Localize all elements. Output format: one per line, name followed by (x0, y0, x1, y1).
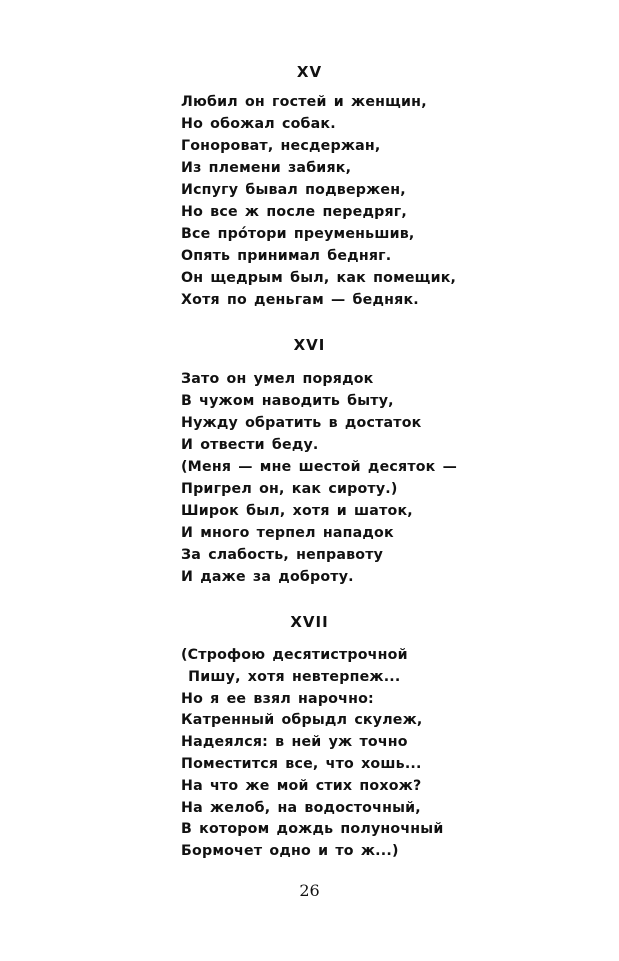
verse-line: Бормочет одно и то ж...) (181, 843, 399, 860)
verse-line: На что же мой стих похож? (181, 777, 422, 794)
verse-line: И много терпел нападок (181, 525, 394, 541)
verse-line: И отвести беду. (181, 437, 319, 453)
verse-line: И даже за доброту. (181, 569, 354, 585)
verse-line: В котором дождь полуночный (181, 821, 444, 838)
verse-line: Катренный обрыдл скулеж, (181, 712, 423, 729)
stanza-number-xvii: XVII (290, 613, 329, 631)
verse-line: Надеялся: в ней уж точно (181, 734, 408, 751)
verse-line: Зато он умел порядок (181, 371, 374, 387)
verse-line: Но обожал собак. (181, 116, 336, 132)
verse-line: Опять принимал бедняг. (181, 248, 392, 264)
page-number: 26 (299, 881, 320, 900)
verse-line: В чужом наводить быту, (181, 393, 394, 409)
verse-line: Но я ее взял нарочно: (181, 690, 374, 707)
verse-line: Широк был, хотя и шаток, (181, 503, 413, 519)
verse-line: Он щедрым был, как помещик, (181, 270, 457, 286)
verse-line: Поместится все, что хошь... (181, 755, 422, 772)
verse-line: Гонороват, несдержан, (181, 138, 381, 154)
verse-line: Нужду обратить в достаток (181, 415, 422, 431)
verse-line: Хотя по деньгам — бедняк. (181, 292, 419, 308)
verse-line: Все прóтори преуменьшив, (181, 226, 415, 242)
verse-line: Пишу, хотя невтерпеж... (181, 668, 401, 685)
verse-line: Любил он гостей и женщин, (181, 94, 427, 110)
stanza-number-xvi: XVI (293, 336, 326, 354)
verse-line: Из племени забияк, (181, 160, 352, 176)
verse-line: (Строфою десятистрочной (181, 647, 408, 663)
verse-line: Но все ж после передряг, (181, 204, 408, 220)
stanza-xvii (181, 645, 443, 863)
stanza-xvi (181, 368, 457, 588)
verse-line: На желоб, на водосточный, (181, 799, 421, 816)
stanza-xv (181, 91, 456, 311)
stanza-number-xv: XV (296, 63, 323, 81)
verse-line: Испугу бывал подвержен, (181, 182, 406, 198)
verse-line: За слабость, неправоту (181, 547, 384, 563)
verse-line: (Меня — мне шестой десяток — (181, 459, 458, 475)
verse-line: Пригрел он, как сироту.) (181, 481, 398, 497)
